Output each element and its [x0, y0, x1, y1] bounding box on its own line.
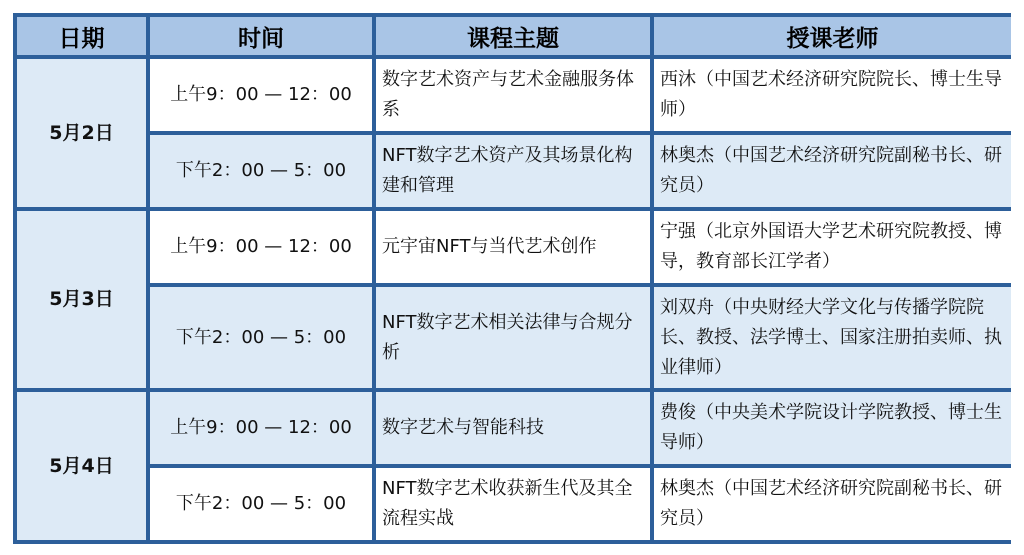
header-date: 日期 — [17, 17, 146, 55]
topic-cell: NFT数字艺术资产及其场景化构建和管理 — [376, 135, 650, 207]
header-row — [17, 17, 1011, 55]
date-cell: 5月4日 — [17, 392, 146, 540]
schedule-table — [13, 13, 1015, 544]
date-cell: 5月3日 — [17, 211, 146, 388]
topic-cell: 数字艺术与智能科技 — [376, 392, 650, 464]
schedule-table-frame — [13, 13, 1011, 544]
teacher-cell: 林奥杰（中国艺术经济研究院副秘书长、研究员） — [654, 135, 1011, 207]
time-cell: 上午9：00 — 12：00 — [150, 211, 372, 283]
teacher-cell: 林奥杰（中国艺术经济研究院副秘书长、研究员） — [654, 468, 1011, 540]
time-cell: 上午9：00 — 12：00 — [150, 392, 372, 464]
table-row — [17, 468, 1011, 540]
teacher-cell: 刘双舟（中央财经大学文化与传播学院院长、教授、法学博士、国家注册拍卖师、执业律师） — [654, 287, 1011, 388]
header-time: 时间 — [150, 17, 372, 55]
table-row — [17, 287, 1011, 388]
date-cell: 5月2日 — [17, 59, 146, 207]
time-cell: 下午2：00 — 5：00 — [150, 287, 372, 388]
header-teacher: 授课老师 — [654, 17, 1011, 55]
table-row — [17, 59, 1011, 131]
topic-cell: 元宇宙NFT与当代艺术创作 — [376, 211, 650, 283]
table-row — [17, 211, 1011, 283]
teacher-cell: 西沐（中国艺术经济研究院院长、博士生导师） — [654, 59, 1011, 131]
header-topic: 课程主题 — [376, 17, 650, 55]
topic-cell: 数字艺术资产与艺术金融服务体系 — [376, 59, 650, 131]
teacher-cell: 宁强（北京外国语大学艺术研究院教授、博导，教育部长江学者） — [654, 211, 1011, 283]
topic-cell: NFT数字艺术收获新生代及其全流程实战 — [376, 468, 650, 540]
time-cell: 上午9：00 — 12：00 — [150, 59, 372, 131]
time-cell: 下午2：00 — 5：00 — [150, 135, 372, 207]
teacher-cell: 费俊（中央美术学院设计学院教授、博士生导师） — [654, 392, 1011, 464]
topic-cell: NFT数字艺术相关法律与合规分析 — [376, 287, 650, 388]
table-row — [17, 392, 1011, 464]
time-cell: 下午2：00 — 5：00 — [150, 468, 372, 540]
table-row — [17, 135, 1011, 207]
